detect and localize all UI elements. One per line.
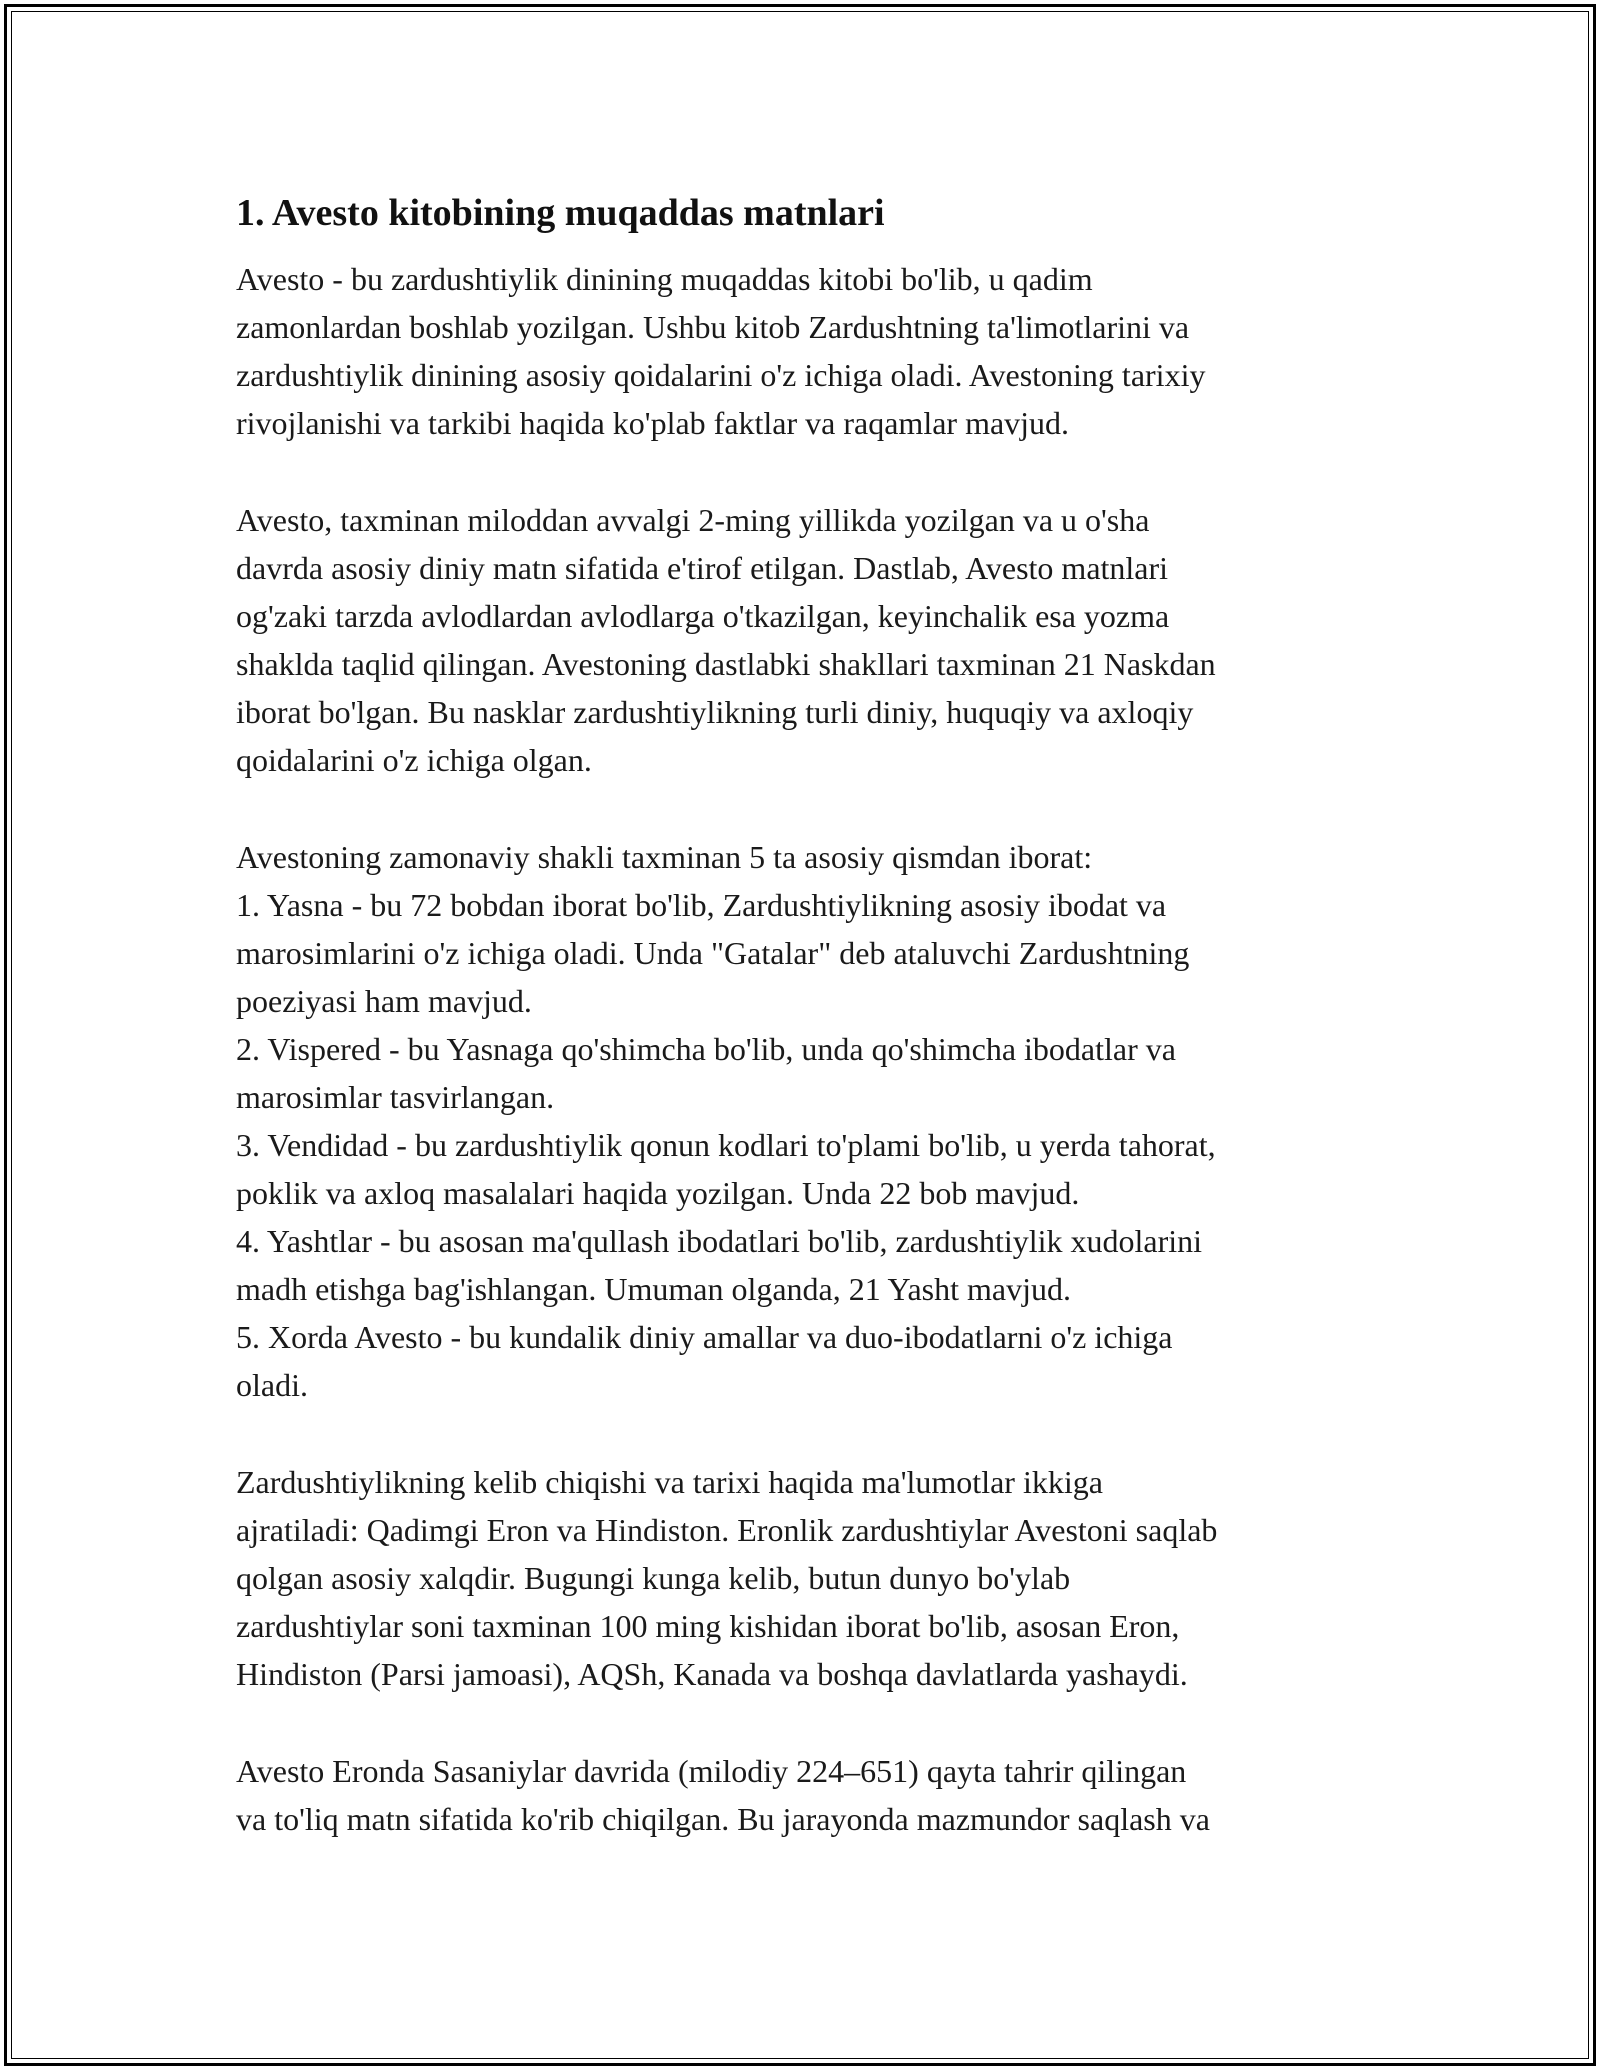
paragraph-line: Hindiston (Parsi jamoasi), AQSh, Kanada va boshqa davlatlarda yashaydi. [236, 1656, 1188, 1692]
list-item-line: poeziyasi ham mavjud. [236, 983, 532, 1019]
paragraph-line: qoidalarini o'z ichiga olgan. [236, 742, 592, 778]
paragraph-line: Avestoning zamonaviy shakli taxminan 5 ta asosiy qismdan iborat: [236, 839, 1093, 875]
paragraph-line: ajratiladi: Qadimgi Eron va Hindiston. Eronlik zardushtiylar Avestoni saqlab [236, 1512, 1218, 1548]
paragraph-line: Zardushtiylikning kelib chiqishi va tarixi haqida ma'lumotlar ikkiga [236, 1464, 1103, 1500]
list-item-line: 4. Yashtlar - bu asosan ma'qullash ibodatlari bo'lib, zardushtiylik xudolarini [236, 1223, 1203, 1259]
paragraph-spacer [236, 1698, 1386, 1747]
paragraph-line: iborat bo'lgan. Bu nasklar zardushtiylikning turli diniy, huquqiy va axloqiy [236, 694, 1194, 730]
paragraph-5 [236, 1747, 1386, 1843]
list-item-line: marosimlarini o'z ichiga oladi. Unda "Gatalar" deb ataluvchi Zardushtning [236, 935, 1190, 971]
document-body [236, 185, 1386, 1843]
paragraph-spacer [236, 447, 1386, 496]
paragraph-line: qolgan asosiy xalqdir. Bugungi kunga kelib, butun dunyo bo'ylab [236, 1560, 1071, 1596]
list-item-line: 1. Yasna - bu 72 bobdan iborat bo'lib, Zardushtiylikning asosiy ibodat va [236, 887, 1167, 923]
paragraph-line: davrda asosiy diniy matn sifatida e'tirof etilgan. Dastlab, Avesto matnlari [236, 550, 1169, 586]
paragraph-spacer [236, 784, 1386, 833]
list-item-line: oladi. [236, 1367, 308, 1403]
paragraph-3 [236, 833, 1386, 1409]
list-item-line: 3. Vendidad - bu zardushtiylik qonun kodlari to'plami bo'lib, u yerda tahorat, [236, 1127, 1216, 1163]
list-item-line: 2. Vispered - bu Yasnaga qo'shimcha bo'lib, unda qo'shimcha ibodatlar va [236, 1031, 1176, 1067]
paragraph-line: zamonlardan boshlab yozilgan. Ushbu kitob Zardushtning ta'limotlarini va [236, 309, 1190, 345]
paragraph-line: Avesto, taxminan miloddan avvalgi 2-ming yillikda yozilgan va u o'sha [236, 502, 1150, 538]
paragraph-line: va to'liq matn sifatida ko'rib chiqilgan. Bu jarayonda mazmundor saqlash va [236, 1801, 1210, 1837]
list-item-line: 5. Xorda Avesto - bu kundalik diniy amallar va duo-ibodatlarni o'z ichiga [236, 1319, 1173, 1355]
paragraph-spacer [236, 1409, 1386, 1458]
list-item-line: marosimlar tasvirlangan. [236, 1079, 555, 1115]
paragraph-2 [236, 496, 1386, 784]
paragraph-1 [236, 255, 1386, 447]
paragraph-line: zardushtiylik dinining asosiy qoidalarini o'z ichiga oladi. Avestoning tarixiy [236, 357, 1206, 393]
heading-spacer [236, 241, 1386, 255]
paragraph-4 [236, 1458, 1386, 1698]
paragraph-line: Avesto - bu zardushtiylik dinining muqaddas kitobi bo'lib, u qadim [236, 261, 1093, 297]
list-item-line: madh etishga bag'ishlangan. Umuman olganda, 21 Yasht mavjud. [236, 1271, 1071, 1307]
document-heading: 1. Avesto kitobining muqaddas matnlari [236, 192, 885, 234]
paragraph-line: og'zaki tarzda avlodlardan avlodlarga o'tkazilgan, keyinchalik esa yozma [236, 598, 1170, 634]
paragraph-line: shaklda taqlid qilingan. Avestoning dastlabki shakllari taxminan 21 Naskdan [236, 646, 1216, 682]
paragraph-line: zardushtiylar soni taxminan 100 ming kishidan iborat bo'lib, asosan Eron, [236, 1608, 1180, 1644]
paragraph-line: rivojlanishi va tarkibi haqida ko'plab faktlar va raqamlar mavjud. [236, 405, 1070, 441]
list-item-line: poklik va axloq masalalari haqida yozilgan. Unda 22 bob mavjud. [236, 1175, 1080, 1211]
paragraph-line: Avesto Eronda Sasaniylar davrida (milodiy 224–651) qayta tahrir qilingan [236, 1753, 1187, 1789]
